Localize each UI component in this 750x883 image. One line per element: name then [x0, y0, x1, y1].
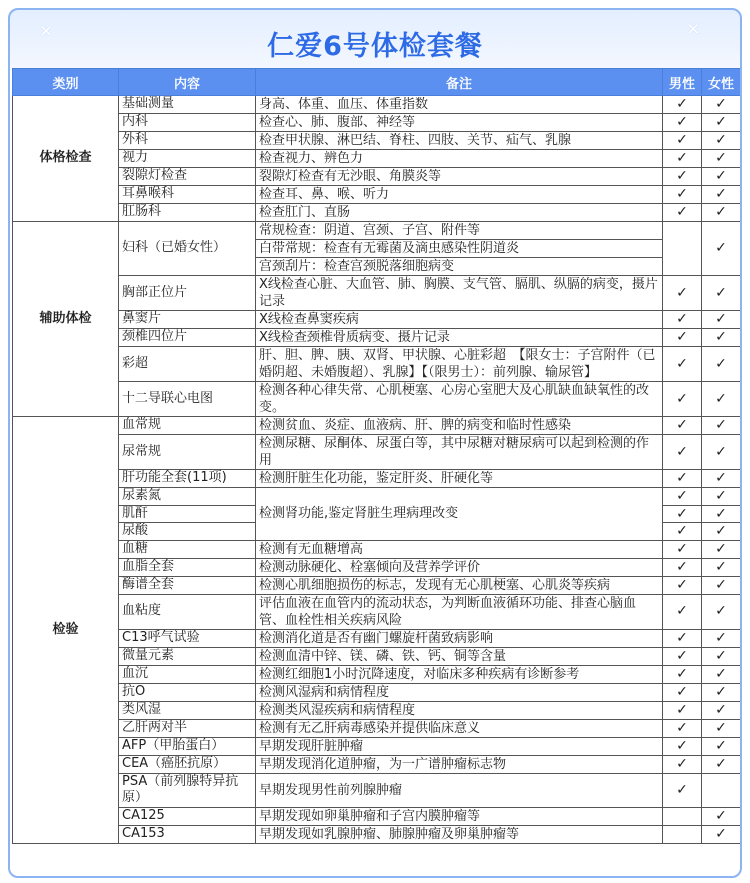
check-icon: ✓	[676, 390, 688, 407]
male-check-cell	[663, 825, 702, 843]
check-icon: ✓	[676, 132, 688, 149]
check-icon: ✓	[715, 629, 727, 646]
check-icon: ✓	[676, 96, 688, 113]
male-check-cell	[663, 807, 702, 825]
check-icon: ✓	[715, 96, 727, 113]
item-cell: 肛肠科	[119, 204, 256, 222]
category-cell: 体格检查	[13, 96, 119, 222]
check-icon: ✓	[715, 168, 727, 185]
table-header-row	[13, 69, 741, 96]
female-check-cell	[702, 150, 741, 168]
check-icon: ✓	[676, 755, 688, 772]
table-row	[13, 488, 741, 506]
item-cell: 抗O	[119, 683, 256, 701]
check-icon: ✓	[676, 629, 688, 646]
note-cell	[256, 755, 663, 773]
note-text: 裂隙灯检查有无沙眼、角膜炎等	[259, 169, 442, 184]
table-row	[13, 150, 741, 168]
male-check-cell	[663, 382, 702, 417]
note-cell	[256, 576, 663, 594]
check-icon: ✓	[715, 204, 727, 221]
check-icon: ✓	[715, 488, 727, 504]
check-icon: ✓	[715, 470, 727, 487]
female-check-cell	[702, 755, 741, 773]
item-cell: 颈椎四位片	[119, 329, 256, 347]
male-check-cell	[663, 488, 702, 506]
female-check-cell	[702, 417, 741, 435]
note-cell	[256, 488, 663, 541]
check-icon: ✓	[676, 540, 688, 557]
note-text: 检查肛门、直肠	[259, 205, 351, 220]
category-cell: 辅助体检	[13, 222, 119, 417]
check-icon: ✓	[676, 683, 688, 700]
male-check-cell	[663, 470, 702, 488]
note-text: 检测风湿病和病情程度	[259, 684, 390, 700]
female-check-cell	[702, 558, 741, 576]
note-cell	[256, 807, 663, 825]
female-check-cell	[702, 488, 741, 506]
page-title: 仁爱6号体检套餐	[267, 31, 483, 62]
check-icon: ✓	[715, 603, 727, 620]
male-check-cell	[663, 417, 702, 435]
check-icon: ✓	[715, 505, 727, 522]
note-text: 检测肝脏生化功能，鉴定肝炎、肝硬化等	[259, 471, 494, 486]
table-row	[13, 807, 741, 825]
table-row	[13, 647, 741, 665]
female-check-cell	[702, 222, 741, 276]
table-row	[13, 576, 741, 594]
male-check-cell	[663, 276, 702, 311]
note-cell	[256, 435, 663, 470]
table-row	[13, 435, 741, 470]
header-female: 女性	[702, 69, 741, 96]
female-check-cell	[702, 382, 741, 417]
table-row	[13, 329, 741, 347]
item-cell: 内科	[119, 114, 256, 132]
item-cell: CA153	[119, 825, 256, 843]
note-cell	[256, 132, 663, 150]
item-cell: 十二导联心电图	[119, 382, 256, 417]
female-check-cell	[702, 773, 741, 807]
check-icon: ✓	[676, 284, 688, 301]
male-check-cell	[663, 701, 702, 719]
table-row	[13, 96, 741, 114]
female-check-cell	[702, 311, 741, 329]
check-icon: ✓	[715, 355, 727, 372]
table-row	[13, 540, 741, 558]
table-row	[13, 204, 741, 222]
female-check-cell	[702, 683, 741, 701]
note-text: 检测心肌细胞损伤的标志，发现有无心肌梗塞、心肌炎等疾病	[259, 577, 611, 593]
male-check-cell	[663, 629, 702, 647]
check-icon: ✓	[676, 505, 688, 522]
note-cell	[256, 470, 663, 488]
item-cell: C13呼气试验	[119, 629, 256, 647]
check-icon: ✓	[715, 390, 727, 407]
item-cell: PSA（前列腺特异抗原）	[119, 773, 256, 807]
item-cell: 裂隙灯检查	[119, 168, 256, 186]
table-row	[13, 417, 741, 435]
female-check-cell	[702, 825, 741, 843]
item-cell: 耳鼻喉科	[119, 186, 256, 204]
package-card	[8, 8, 742, 878]
male-check-cell	[663, 540, 702, 558]
male-check-cell	[663, 523, 702, 541]
note-cell	[256, 276, 663, 311]
male-check-cell	[663, 150, 702, 168]
check-icon: ✓	[676, 523, 688, 539]
note-text: 检测类风湿疾病和病情程度	[259, 702, 416, 718]
note-text: 常规检查：阴道、宫颈、子宫、附件等	[259, 223, 481, 238]
check-icon: ✓	[715, 540, 727, 557]
check-icon: ✓	[676, 558, 688, 575]
male-check-cell	[663, 683, 702, 701]
female-check-cell	[702, 435, 741, 470]
check-icon: ✓	[676, 204, 688, 221]
table-row	[13, 594, 741, 629]
note-text: 检测肾功能,鉴定肾脏生理病理改变	[259, 505, 459, 521]
check-icon: ✓	[715, 150, 727, 167]
check-icon: ✓	[715, 647, 727, 664]
check-icon: ✓	[715, 311, 727, 328]
note-text: 检测尿糖、尿酮体、尿蛋白等，其中尿糖对糖尿病可以起到检测的作用	[259, 436, 650, 468]
check-icon: ✓	[715, 284, 727, 301]
male-check-cell	[663, 329, 702, 347]
note-text: 早期发现消化道肿瘤，为一广谱肿瘤标志物	[259, 756, 507, 772]
note-text: 早期发现如卵巢肿瘤和子宫内膜肿瘤等	[259, 808, 481, 824]
table-row	[13, 558, 741, 576]
note-text: 早期发现男性前列腺肿瘤	[259, 782, 403, 798]
close-icon[interactable]: ✕	[39, 22, 54, 42]
check-icon: ✓	[676, 737, 688, 754]
note-cell	[256, 114, 663, 132]
table-row	[13, 773, 741, 807]
note-text: 检测贫血、炎症、血液病、肝、脾的病变和临时性感染	[259, 418, 572, 433]
table-row	[13, 222, 741, 276]
check-icon: ✓	[676, 701, 688, 718]
male-check-cell	[663, 594, 702, 629]
female-check-cell	[702, 629, 741, 647]
table-row	[13, 382, 741, 417]
item-cell: CA125	[119, 807, 256, 825]
note-cell	[256, 311, 663, 329]
note-cell	[256, 737, 663, 755]
table-row	[13, 825, 741, 843]
item-cell: 酶谱全套	[119, 576, 256, 594]
item-cell: 微量元素	[119, 647, 256, 665]
female-check-cell	[702, 132, 741, 150]
note-text: 早期发现如乳腺肿瘤、肺腺肿瘤及卵巢肿瘤等	[259, 826, 520, 842]
check-icon: ✓	[715, 825, 727, 842]
male-check-cell	[663, 755, 702, 773]
male-check-cell	[663, 186, 702, 204]
female-check-cell	[702, 168, 741, 186]
item-cell: CEA（癌胚抗原）	[119, 755, 256, 773]
note-cell	[256, 665, 663, 683]
table-row	[13, 168, 741, 186]
note-cell	[256, 719, 663, 737]
note-cell	[256, 825, 663, 843]
header-male: 男性	[663, 69, 702, 96]
item-cell: 尿素氮	[119, 488, 256, 506]
note-text: 检测有无乙肝病毒感染并提供临床意义	[259, 720, 481, 736]
check-icon: ✓	[676, 329, 688, 346]
checkup-table	[12, 68, 741, 844]
note-cell	[256, 186, 663, 204]
female-check-cell	[702, 737, 741, 755]
check-icon: ✓	[676, 488, 688, 504]
item-cell: 血脂全套	[119, 558, 256, 576]
female-check-cell	[702, 576, 741, 594]
item-cell: 血粘度	[119, 594, 256, 629]
male-check-cell	[663, 347, 702, 382]
item-cell: 肌酐	[119, 505, 256, 523]
check-icon: ✓	[676, 443, 688, 460]
item-cell: 尿酸	[119, 523, 256, 541]
check-icon: ✓	[676, 186, 688, 203]
check-icon: ✓	[676, 603, 688, 620]
table-body	[13, 96, 741, 844]
check-icon: ✓	[715, 807, 727, 824]
male-check-cell	[663, 558, 702, 576]
male-check-cell	[663, 505, 702, 523]
table-row	[13, 114, 741, 132]
check-icon: ✓	[715, 683, 727, 700]
check-icon: ✓	[676, 647, 688, 664]
check-icon: ✓	[676, 470, 688, 487]
female-check-cell	[702, 594, 741, 629]
female-check-cell	[702, 665, 741, 683]
check-icon: ✓	[715, 737, 727, 754]
check-icon: ✓	[676, 355, 688, 372]
note-text: 早期发现肝脏肿瘤	[259, 738, 364, 754]
check-icon: ✓	[676, 781, 688, 798]
check-icon: ✓	[676, 417, 688, 434]
table-row	[13, 755, 741, 773]
male-check-cell	[663, 435, 702, 470]
female-check-cell	[702, 523, 741, 541]
item-cell: 肝功能全套(11项)	[119, 470, 256, 488]
note-cell	[256, 417, 663, 435]
note-cell	[256, 683, 663, 701]
item-cell: 妇科（已婚女性）	[119, 222, 256, 276]
item-cell: 胸部正位片	[119, 276, 256, 311]
note-cell	[256, 222, 663, 276]
note-text: 检测消化道是否有幽门螺旋杆菌致病影响	[259, 630, 494, 646]
note-text: X线检查心脏、大血管、肺、胸膜、支气管、膈肌、纵膈的病变，摄片记录	[259, 277, 658, 309]
check-icon: ✓	[676, 576, 688, 593]
male-check-cell	[663, 719, 702, 737]
table-row	[13, 470, 741, 488]
table-row	[13, 132, 741, 150]
note-cell	[256, 594, 663, 629]
table-row	[13, 276, 741, 311]
note-text: 评估血液在血管内的流动状态，为判断血液循环功能、排查心脑血管、血栓性相关疾病风险	[259, 595, 637, 628]
note-cell	[256, 558, 663, 576]
note-cell	[256, 540, 663, 558]
note-cell	[256, 773, 663, 807]
check-icon: ✓	[676, 665, 688, 682]
check-icon: ✓	[715, 132, 727, 149]
male-check-cell	[663, 168, 702, 186]
check-icon: ✓	[676, 150, 688, 167]
item-cell: AFP（甲胎蛋白）	[119, 737, 256, 755]
check-icon: ✓	[676, 114, 688, 131]
check-icon: ✓	[676, 168, 688, 185]
table-row	[13, 701, 741, 719]
note-cell	[256, 329, 663, 347]
item-cell: 血糖	[119, 540, 256, 558]
header-note: 备注	[256, 69, 663, 96]
note-text: 检测有无血糖增高	[259, 541, 364, 557]
item-cell: 外科	[119, 132, 256, 150]
table-row	[13, 719, 741, 737]
male-check-cell	[663, 204, 702, 222]
male-check-cell	[663, 222, 702, 276]
male-check-cell	[663, 132, 702, 150]
check-icon: ✓	[715, 329, 727, 346]
note-cell	[256, 96, 663, 114]
note-text: 检查甲状腺、淋巴结、脊柱、四肢、关节、疝气、乳腺	[259, 133, 572, 148]
note-text: 检查视力、辨色力	[259, 151, 364, 166]
female-check-cell	[702, 807, 741, 825]
note-cell	[256, 204, 663, 222]
check-icon: ✓	[715, 558, 727, 575]
check-icon: ✓	[715, 443, 727, 460]
item-cell: 彩超	[119, 347, 256, 382]
category-cell: 检验	[13, 417, 119, 844]
note-cell	[256, 168, 663, 186]
header-category: 类别	[13, 69, 119, 96]
male-check-cell	[663, 576, 702, 594]
female-check-cell	[702, 540, 741, 558]
female-check-cell	[702, 701, 741, 719]
check-icon: ✓	[715, 665, 727, 682]
table-row	[13, 737, 741, 755]
item-cell: 鼻窦片	[119, 311, 256, 329]
note-text: 白带常规：检查有无霉菌及滴虫感染性阴道炎	[256, 239, 662, 257]
item-cell: 基础测量	[119, 96, 256, 114]
note-text: 宫颈刮片：检查宫颈脱落细胞病变	[256, 257, 662, 275]
note-cell	[256, 150, 663, 168]
note-text: X线检查鼻窦疾病	[259, 312, 359, 327]
note-text: 检测血清中锌、镁、磷、铁、钙、铜等含量	[259, 648, 507, 664]
check-icon: ✓	[715, 576, 727, 593]
item-cell: 视力	[119, 150, 256, 168]
male-check-cell	[663, 665, 702, 683]
table-row	[13, 683, 741, 701]
note-text: 检查耳、鼻、喉、听力	[259, 187, 390, 202]
female-check-cell	[702, 470, 741, 488]
note-text: 检测各种心律失常、心肌梗塞、心房心室肥大及心肌缺血缺氧性的改变。	[259, 383, 650, 415]
table-row	[13, 186, 741, 204]
check-icon: ✓	[715, 523, 727, 539]
check-icon: ✓	[676, 719, 688, 736]
female-check-cell	[702, 96, 741, 114]
item-cell: 尿常规	[119, 435, 256, 470]
note-cell	[256, 647, 663, 665]
check-icon: ✓	[715, 240, 727, 257]
female-check-cell	[702, 329, 741, 347]
female-check-cell	[702, 276, 741, 311]
note-text: 检测动脉硬化、栓塞倾向及营养学评价	[259, 559, 481, 575]
note-text: 检查心、肺、腹部、神经等	[259, 115, 416, 130]
female-check-cell	[702, 347, 741, 382]
table-row	[13, 629, 741, 647]
title-bar	[10, 10, 740, 70]
header-content: 内容	[119, 69, 256, 96]
check-icon: ✓	[715, 114, 727, 131]
item-cell: 类风湿	[119, 701, 256, 719]
note-text: X线检查颈椎骨质病变、摄片记录	[259, 330, 450, 345]
check-icon: ✓	[715, 417, 727, 434]
male-check-cell	[663, 737, 702, 755]
male-check-cell	[663, 311, 702, 329]
table-row	[13, 665, 741, 683]
note-cell	[256, 629, 663, 647]
table-row	[13, 311, 741, 329]
check-icon: ✓	[715, 755, 727, 772]
close-icon[interactable]: ✕	[686, 20, 701, 40]
female-check-cell	[702, 114, 741, 132]
note-text: 检测红细胞1小时沉降速度，对临床多种疾病有诊断参考	[259, 666, 580, 682]
note-cell	[256, 347, 663, 382]
female-check-cell	[702, 186, 741, 204]
table-row	[13, 347, 741, 382]
item-cell: 血常规	[119, 417, 256, 435]
male-check-cell	[663, 773, 702, 807]
check-icon: ✓	[676, 311, 688, 328]
female-check-cell	[702, 647, 741, 665]
male-check-cell	[663, 647, 702, 665]
note-cell	[256, 382, 663, 417]
female-check-cell	[702, 505, 741, 523]
note-cell	[256, 701, 663, 719]
male-check-cell	[663, 114, 702, 132]
male-check-cell	[663, 96, 702, 114]
item-cell: 乙肝两对半	[119, 719, 256, 737]
check-icon: ✓	[715, 719, 727, 736]
female-check-cell	[702, 719, 741, 737]
check-icon: ✓	[715, 701, 727, 718]
female-check-cell	[702, 204, 741, 222]
item-cell: 血沉	[119, 665, 256, 683]
note-text: 身高、体重、血压、体重指数	[259, 97, 429, 112]
note-text: 肝、胆、脾、胰、双肾、甲状腺、心脏彩超 【限女士：子宫附件（已婚阴超、未婚腹超）、乳腺】【（限男士）：前列腺、输尿管】	[259, 348, 656, 380]
check-icon: ✓	[715, 186, 727, 203]
